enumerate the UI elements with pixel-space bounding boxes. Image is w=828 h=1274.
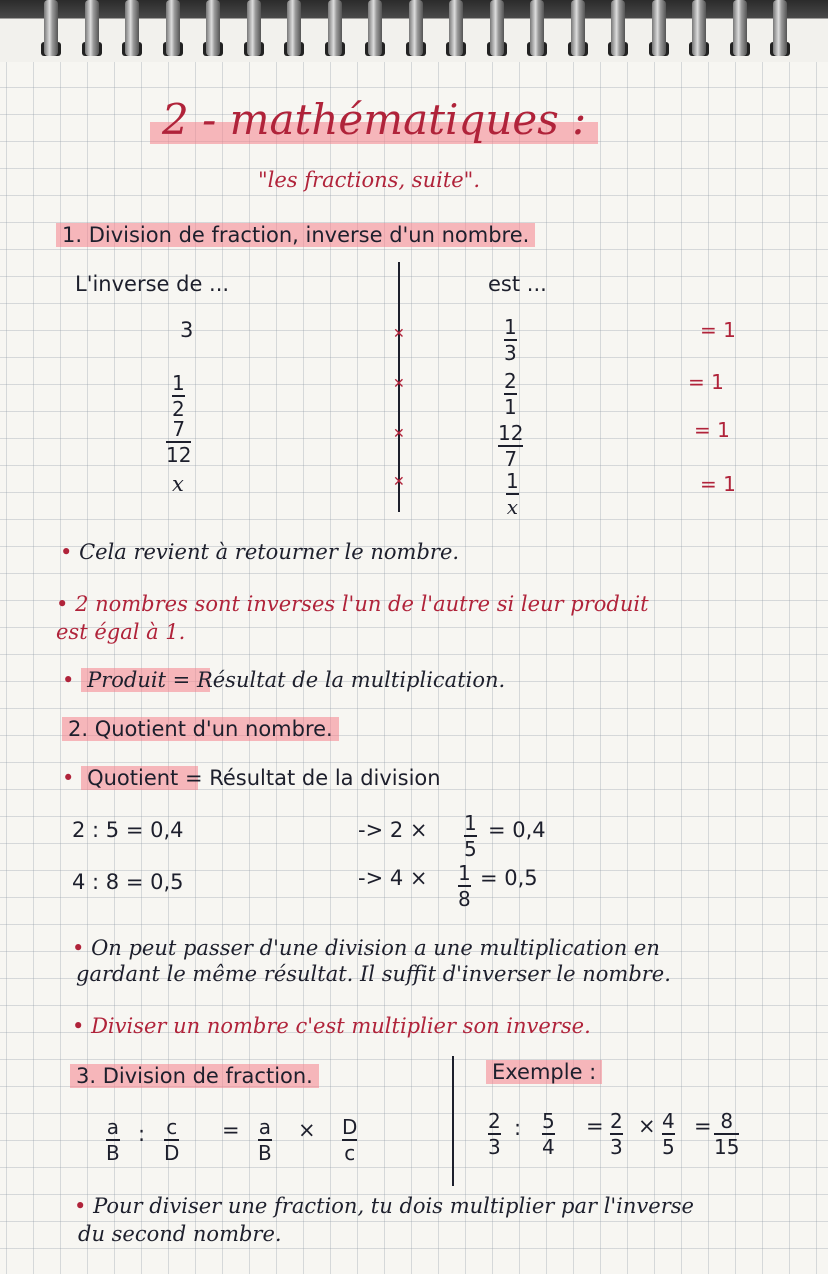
row1-result: = 1: [700, 318, 736, 342]
quotient-example2-arrow: -> 4 ×: [358, 866, 428, 890]
ex-n3: 2: [610, 1109, 623, 1133]
rule-fraction-c-d: [164, 1116, 179, 1164]
note-division-to-multiplication-line1: • On peut passer d'une division a une multiplication en: [72, 936, 660, 960]
ex2-num: 1: [458, 861, 471, 885]
inverse-row2-right: [504, 370, 517, 418]
row4-tick: ✕: [393, 474, 405, 490]
ex1-num: 1: [464, 811, 477, 835]
rule-d: D: [164, 1141, 180, 1165]
example-fraction-4: [662, 1110, 675, 1158]
inverse-row2-left: [172, 372, 185, 420]
spiral-ring: [692, 0, 706, 56]
note-divide-inverse-text: Diviser un nombre c'est multiplier son inverse.: [91, 1014, 591, 1038]
inverse-row3-right: [498, 422, 523, 470]
ex-n4: 4: [662, 1109, 675, 1133]
spiral-ring: [85, 0, 99, 56]
rule-fraction-a-b-copy: [258, 1116, 272, 1164]
example-heading: Exemple :: [486, 1060, 602, 1084]
row4-result: = 1: [700, 472, 736, 496]
quotient-example1-left: 2 : 5 = 0,4: [72, 818, 184, 842]
note-return-number: • Cela revient à retourner le nombre.: [60, 540, 460, 564]
example-times-sign: ×: [638, 1114, 656, 1138]
spiral-ring: [733, 0, 747, 56]
row3-right-num: 12: [498, 421, 524, 445]
row2-tick: ✕: [393, 376, 405, 392]
spiral-ring: [287, 0, 301, 56]
rule-times-sign: ×: [298, 1118, 316, 1142]
quotient-example1-arrow: -> 2 ×: [358, 818, 428, 842]
note-divide-fraction-line1-text: Pour diviser une fraction, tu dois multiplier par l'inverse: [93, 1194, 694, 1218]
ex-d2: 4: [542, 1135, 555, 1159]
row3-tick: ✕: [393, 426, 405, 442]
spiral-ring: [611, 0, 625, 56]
inverse-column-left-header: L'inverse de ...: [75, 272, 230, 296]
example-fraction-3: [610, 1110, 623, 1158]
rule-d2: D: [342, 1115, 358, 1139]
example-equals-sign-2: =: [694, 1114, 712, 1138]
inverse-row3-left: [166, 418, 191, 466]
page-subtitle: "les fractions, suite".: [258, 168, 481, 192]
note-return-number-text: Cela revient à retourner le nombre.: [79, 540, 460, 564]
rule-divide-sign: :: [138, 1122, 146, 1146]
quotient-example2-fraction: [458, 862, 471, 910]
rule-c2: c: [344, 1141, 356, 1165]
ex1-den: 5: [464, 837, 477, 861]
page-title: 2 - mathématiques :: [150, 95, 598, 144]
rule-a2: a: [258, 1115, 271, 1139]
spiral-ring: [449, 0, 463, 56]
row3-left-num: 7: [172, 417, 186, 441]
inverse-row1-right: [504, 316, 517, 364]
row1-tick: ✕: [393, 326, 405, 342]
row1-right-den: 3: [504, 341, 517, 365]
ex-d4: 5: [662, 1135, 675, 1159]
spiral-ring: [44, 0, 58, 56]
ex-d5: 15: [714, 1135, 740, 1159]
section3-divider: [452, 1056, 454, 1186]
note-divide-is-multiply-inverse: • Diviser un nombre c'est multiplier son inverse.: [72, 1014, 591, 1038]
inverse-column-right-header: est ...: [488, 272, 547, 296]
spiral-ring: [166, 0, 180, 56]
ex-n1: 2: [488, 1109, 501, 1133]
note-inverse-def-line1: • 2 nombres sont inverses l'un de l'autre si leur produit: [56, 592, 649, 616]
row2-right-den: 1: [504, 395, 517, 419]
rule-b: B: [106, 1141, 120, 1165]
ex-n2: 5: [542, 1109, 555, 1133]
example-fraction-2: [542, 1110, 555, 1158]
section2-heading: 2. Quotient d'un nombre.: [62, 717, 339, 741]
spiral-ring: [773, 0, 787, 56]
spiral-ring: [571, 0, 585, 56]
quotient-example2-left: 4 : 8 = 0,5: [72, 870, 184, 894]
ex-d1: 3: [488, 1135, 501, 1159]
quotient-definition: • Quotient = Résultat de la division: [62, 766, 447, 790]
spiral-ring: [125, 0, 139, 56]
note-inverse-def-line1-text: 2 nombres sont inverses l'un de l'autre si leur produit: [75, 592, 649, 616]
spiral-ring: [247, 0, 261, 56]
rule-a: a: [106, 1115, 119, 1139]
inverse-row4-left: x: [172, 472, 184, 496]
inverse-row1-left: 3: [180, 318, 194, 342]
note-divide-fraction-line1: • Pour diviser une fraction, tu dois multiplier par l'inverse: [74, 1194, 694, 1218]
rule-b2: B: [258, 1141, 272, 1165]
spiral-ring: [328, 0, 342, 56]
quotient-example1-result: = 0,4: [488, 818, 546, 842]
spiral-ring: [530, 0, 544, 56]
ex-d3: 3: [610, 1135, 623, 1159]
inverse-row4-right: [506, 470, 519, 518]
section3-heading: 3. Division de fraction.: [70, 1064, 319, 1088]
quotient-example1-fraction: [464, 812, 477, 860]
section1-heading: 1. Division de fraction, inverse d'un nombre.: [56, 223, 535, 247]
spiral-ring: [409, 0, 423, 56]
row2-result: = 1: [688, 370, 724, 394]
ex2-den: 8: [458, 887, 471, 911]
row2-left-num: 1: [172, 371, 185, 395]
row3-result: = 1: [694, 418, 730, 442]
spiral-ring: [652, 0, 666, 56]
row3-right-den: 7: [504, 447, 518, 471]
example-equals-sign: =: [586, 1114, 604, 1138]
row2-left-den: 2: [172, 397, 185, 421]
note-product-def: • Produit = Résultat de la multiplication.: [62, 668, 511, 692]
row3-left-den: 12: [166, 443, 192, 467]
rule-fraction-d-c: [342, 1116, 357, 1164]
spiral-ring: [206, 0, 220, 56]
spiral-ring: [368, 0, 382, 56]
example-divide-sign: :: [514, 1116, 522, 1140]
example-fraction-result: [714, 1110, 739, 1158]
note-divide-fraction-line2: du second nombre.: [78, 1222, 282, 1246]
quotient-example2-result: = 0,5: [480, 866, 538, 890]
row1-right-num: 1: [504, 315, 517, 339]
rule-fraction-a-b: [106, 1116, 120, 1164]
row2-right-num: 2: [504, 369, 517, 393]
note-inverse-def-line2: est égal à 1.: [56, 620, 186, 644]
quotient-definition-text: Quotient = Résultat de la division: [81, 766, 447, 790]
rule-c: c: [166, 1115, 178, 1139]
spiral-ring: [490, 0, 504, 56]
row4-right-num: 1: [506, 469, 519, 493]
row4-right-den: x: [506, 495, 518, 519]
note-division-to-multiplication-line2: gardant le même résultat. Il suffit d'inverser le nombre.: [76, 962, 671, 986]
note-div-mult-line1-text: On peut passer d'une division a une multiplication en: [91, 936, 660, 960]
rule-equals-sign: =: [222, 1118, 240, 1142]
example-fraction-1: [488, 1110, 501, 1158]
note-product-def-text: Produit = Résultat de la multiplication.: [81, 668, 511, 692]
ex-n5: 8: [720, 1109, 734, 1133]
